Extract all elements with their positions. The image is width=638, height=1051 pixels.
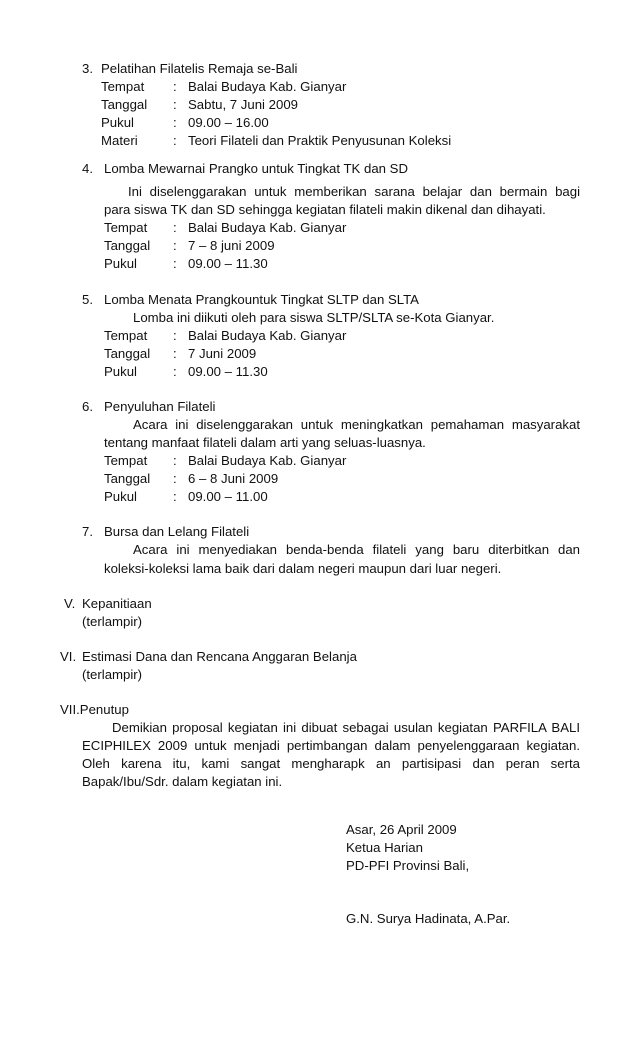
- detail-label: Tanggal: [104, 471, 151, 486]
- detail-colon: :: [173, 79, 177, 94]
- detail-label: Tempat: [104, 220, 148, 235]
- detail-label: Materi: [101, 133, 138, 148]
- detail-label: Pukul: [104, 364, 137, 379]
- detail-colon: :: [173, 328, 177, 343]
- section-vi-note: (terlampir): [82, 667, 143, 682]
- section-v-number: V.: [64, 596, 76, 611]
- detail-label: Pukul: [104, 256, 137, 271]
- section-vii-heading: VII.Penutup: [60, 702, 129, 717]
- item-5-desc-line1: Lomba ini diikuti oleh para siswa SLTP/SLTA se-Kota Gianyar.: [133, 310, 495, 325]
- detail-colon: :: [173, 346, 177, 361]
- closing-line1: Demikian proposal kegiatan ini dibuat sebagai usulan kegiatan PARFILA BALI: [112, 720, 580, 735]
- detail-value: Balai Budaya Kab. Gianyar: [188, 79, 347, 94]
- detail-value: 09.00 – 11.30: [188, 364, 268, 379]
- detail-colon: :: [173, 133, 177, 148]
- signature-place-date: Asar, 26 April 2009: [346, 822, 457, 837]
- item-7-desc-line1: Acara ini menyediakan benda-benda filateli yang baru diterbitkan dan: [133, 542, 580, 557]
- detail-value: 7 Juni 2009: [188, 346, 257, 361]
- detail-label: Tanggal: [104, 346, 151, 361]
- section-v-note: (terlampir): [82, 614, 143, 629]
- detail-value: 09.00 – 16.00: [188, 115, 269, 130]
- item-6-title: Penyuluhan Filateli: [104, 399, 216, 414]
- detail-colon: :: [173, 453, 177, 468]
- item-3-title: Pelatihan Filatelis Remaja se-Bali: [101, 61, 298, 76]
- detail-label: Tempat: [101, 79, 145, 94]
- detail-value: 09.00 – 11.30: [188, 256, 268, 271]
- detail-label: Tanggal: [104, 238, 151, 253]
- detail-value: Balai Budaya Kab. Gianyar: [188, 328, 347, 343]
- detail-colon: :: [173, 364, 177, 379]
- detail-value: Balai Budaya Kab. Gianyar: [188, 453, 347, 468]
- detail-colon: :: [173, 238, 177, 253]
- closing-line2: ECIPHILEX 2009 untuk menjadi pertimbangan dalam penyelenggaraan kegiatan.: [82, 738, 580, 753]
- detail-label: Pukul: [104, 489, 137, 504]
- detail-colon: :: [173, 256, 177, 271]
- detail-label: Tempat: [104, 453, 148, 468]
- section-v-title: Kepanitiaan: [82, 596, 152, 611]
- item-4-title: Lomba Mewarnai Prangko untuk Tingkat TK dan SD: [104, 161, 408, 176]
- item-6-desc-line1: Acara ini diselenggarakan untuk meningkatkan pemahaman masyarakat: [133, 417, 580, 432]
- detail-value: Sabtu, 7 Juni 2009: [188, 97, 298, 112]
- detail-value: 7 – 8 juni 2009: [188, 238, 275, 253]
- detail-value: 09.00 – 11.00: [188, 489, 268, 504]
- detail-value: Balai Budaya Kab. Gianyar: [188, 220, 347, 235]
- detail-value: Teori Filateli dan Praktik Penyusunan Koleksi: [188, 133, 452, 148]
- detail-colon: :: [173, 471, 177, 486]
- detail-value: 6 – 8 Juni 2009: [188, 471, 279, 486]
- item-7-number: 7.: [82, 524, 93, 539]
- item-6-desc-line2: tentang manfaat filateli dalam arti yang seluas-luasnya.: [104, 435, 426, 450]
- item-6-number: 6.: [82, 399, 93, 414]
- signature-org: PD-PFI Provinsi Bali,: [346, 858, 470, 873]
- item-4-number: 4.: [82, 161, 93, 176]
- closing-line3: Oleh karena itu, kami sangat mengharapk an partisipasi dan peran serta: [82, 756, 580, 771]
- section-vi-number: VI.: [60, 649, 77, 664]
- item-7-desc-line2: koleksi-koleksi lama baik dari dalam negeri maupun dari luar negeri.: [104, 561, 502, 576]
- detail-colon: :: [173, 97, 177, 112]
- item-5-number: 5.: [82, 292, 93, 307]
- detail-colon: :: [173, 489, 177, 504]
- signature-name: G.N. Surya Hadinata, A.Par.: [346, 911, 511, 926]
- section-vi-title: Estimasi Dana dan Rencana Anggaran Belanja: [82, 649, 357, 664]
- item-3-number: 3.: [82, 61, 93, 76]
- detail-label: Pukul: [101, 115, 134, 130]
- detail-label: Tempat: [104, 328, 148, 343]
- detail-label: Tanggal: [101, 97, 148, 112]
- item-7-title: Bursa dan Lelang Filateli: [104, 524, 250, 539]
- item-4-desc-line1: Ini diselenggarakan untuk memberikan sarana belajar dan bermain bagi: [128, 184, 580, 199]
- detail-colon: :: [173, 115, 177, 130]
- closing-line4: Bapak/Ibu/Sdr. dalam kegiatan ini.: [82, 774, 283, 789]
- item-4-desc-line2: para siswa TK dan SD sehingga kegiatan filateli makin dikenal dan dihayati.: [104, 202, 546, 217]
- detail-colon: :: [173, 220, 177, 235]
- item-5-title: Lomba Menata Prangkountuk Tingkat SLTP dan SLTA: [104, 292, 419, 307]
- signature-role: Ketua Harian: [346, 840, 423, 855]
